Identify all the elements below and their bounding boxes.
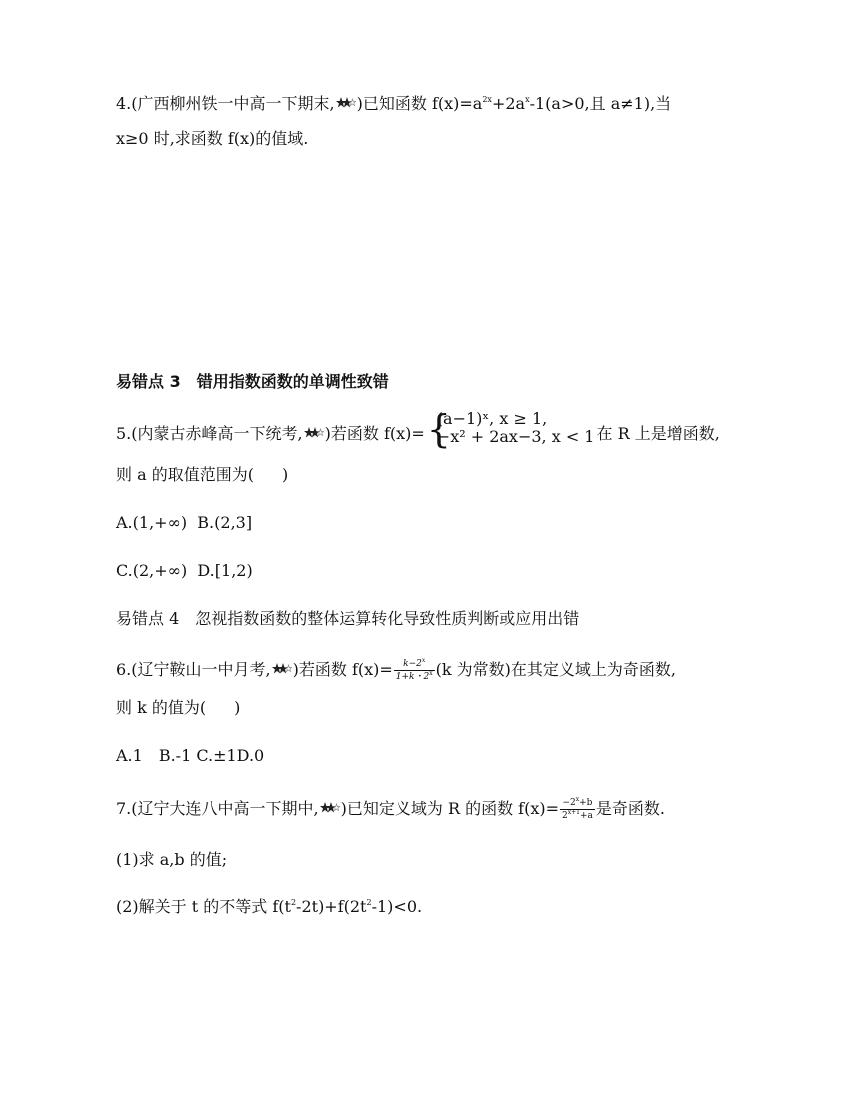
q7-part2-b: -2t)+f(2t [296, 897, 367, 916]
q6-ask-end: ) [234, 698, 241, 717]
q5-option-b: B.(2,3] [197, 513, 253, 532]
difficulty-stars-icon [304, 426, 324, 440]
q4-exponent-1: 2x [482, 95, 492, 104]
q6-source: 6.(辽宁鞍山一中月考, [116, 660, 271, 679]
difficulty-stars-icon [336, 96, 356, 110]
q4-line2: x≥0 时,求函数 f(x)的值域. [116, 129, 309, 148]
q6-denominator: 1+k・2$^x$ [395, 670, 433, 682]
section-heading-4: 易错点 4 忽视指数函数的整体运算转化导致性质判断或应用出错 [116, 609, 580, 628]
piecewise-case-1: (a−1)ˣ, x ≥ 1, [436, 409, 548, 428]
q4-stem: )已知函数 f(x)=a [356, 94, 483, 113]
q4-source: 4.(广西柳州铁一中高一下期末, [116, 94, 335, 113]
q5-stem: )若函数 f(x)= [324, 424, 425, 443]
q6-stem-2: (k 为常数)在其定义域上为奇函数, [435, 660, 676, 679]
difficulty-stars-icon [272, 662, 292, 676]
q7-numerator: $-2^x+b$ [560, 798, 595, 810]
q5-options-row2 [116, 561, 253, 581]
q7-stem-2: 是奇函数. [595, 799, 665, 818]
q6-ask: 则 k 的值为( [116, 698, 207, 717]
q6-line1 [116, 656, 676, 684]
q5-stem-2: 在 R 上是增函数, [596, 424, 720, 443]
q5-line2 [116, 465, 288, 485]
q6-stem: )若函数 f(x)= [292, 660, 393, 679]
left-brace: { [426, 407, 451, 451]
q7-stem: )已知定义域为 R 的函数 f(x)= [340, 799, 559, 818]
q6-options: A.1 B.-1 C.±1D.0 [116, 746, 265, 765]
q5-ask: 则 a 的取值范围为( [116, 465, 254, 484]
q7-part2-a: (2)解关于 t 的不等式 f(t [116, 897, 291, 916]
q7-line1 [116, 795, 665, 823]
q7-source: 7.(辽宁大连八中高一下期中, [116, 799, 319, 818]
q7-denominator: $2^{x+1}+a$ [562, 809, 593, 821]
q5-ask-end: ) [281, 465, 289, 484]
q5-option-d: D.[1,2) [197, 561, 253, 580]
q5-options-row1 [116, 513, 252, 533]
q7-fraction [560, 798, 595, 821]
q5-option-a: A.(1,+∞) [116, 513, 188, 532]
difficulty-stars-icon [320, 801, 340, 815]
q6-numerator: $k-2^x$ [394, 659, 435, 671]
q5-option-c: C.(2,+∞) [116, 561, 188, 580]
q7-part2-exp-1: 2 [290, 898, 297, 907]
q7-part2-exp-2: 2 [366, 898, 372, 907]
q4-line1 [116, 94, 671, 114]
q7-part2-c: -1)<0. [371, 897, 423, 916]
q4-exponent-2: x [525, 95, 530, 104]
q4-stem-3: -1(a>0,且 a≠1),当 [529, 94, 672, 113]
q6-line2 [116, 698, 240, 718]
q6-fraction [394, 659, 435, 682]
q7-part2 [116, 897, 422, 917]
q5-line1 [116, 407, 720, 454]
piecewise-case-2: −x² + 2ax−3, x < 1 [436, 427, 595, 446]
q4-stem-2: +2a [491, 94, 526, 113]
piecewise-function [426, 407, 595, 459]
q5-source: 5.(内蒙古赤峰高一下统考, [116, 424, 303, 443]
q7-part1: (1)求 a,b 的值; [116, 850, 228, 869]
section-heading-3: 易错点 3 错用指数函数的单调性致错 [116, 372, 389, 391]
